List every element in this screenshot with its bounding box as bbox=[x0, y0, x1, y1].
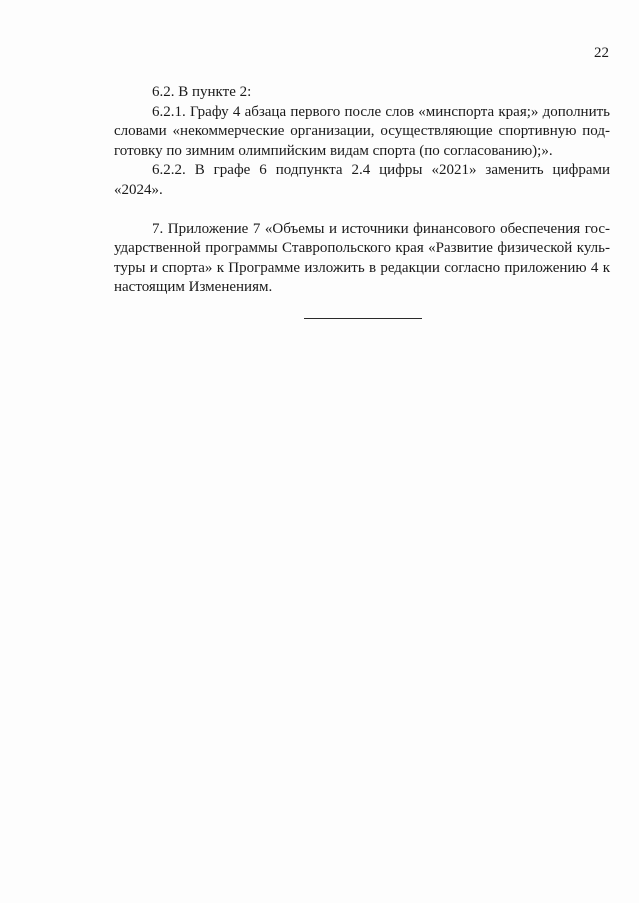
paragraph-6-2-1-line-2: словами «некоммерческие организации, осуществляющие спортивную под- bbox=[114, 123, 610, 140]
paragraph-7-line-2: ударственной программы Ставропольского края «Развитие физической куль- bbox=[114, 240, 610, 257]
page-number: 22 bbox=[594, 45, 609, 61]
paragraph-spacer bbox=[114, 201, 610, 220]
paragraph-6-2-2-line-2: «2024». bbox=[114, 181, 163, 198]
paragraph-7-line-4: настоящим Изменениям. bbox=[114, 279, 273, 296]
document-body bbox=[114, 83, 610, 298]
end-divider-line bbox=[304, 318, 422, 319]
paragraph-6-2-1-line-1: 6.2.1. Графу 4 абзаца первого после слов «минспорта края;» дополнить bbox=[152, 103, 610, 120]
paragraph-6-2-1-line-3: готовку по зимним олимпийским видам спорта (по согласованию);». bbox=[114, 142, 553, 159]
paragraph-7-line-1: 7. Приложение 7 «Объемы и источники финансового обеспечения гос- bbox=[152, 220, 610, 237]
paragraph-6-2-line-1: 6.2. В пункте 2: bbox=[152, 84, 252, 100]
paragraph-6-2-2-line-1: 6.2.2. В графе 6 подпункта 2.4 цифры «2021» заменить цифрами bbox=[152, 162, 610, 179]
paragraph-7-line-3: туры и спорта» к Программе изложить в редакции согласно приложению 4 к bbox=[114, 259, 610, 276]
